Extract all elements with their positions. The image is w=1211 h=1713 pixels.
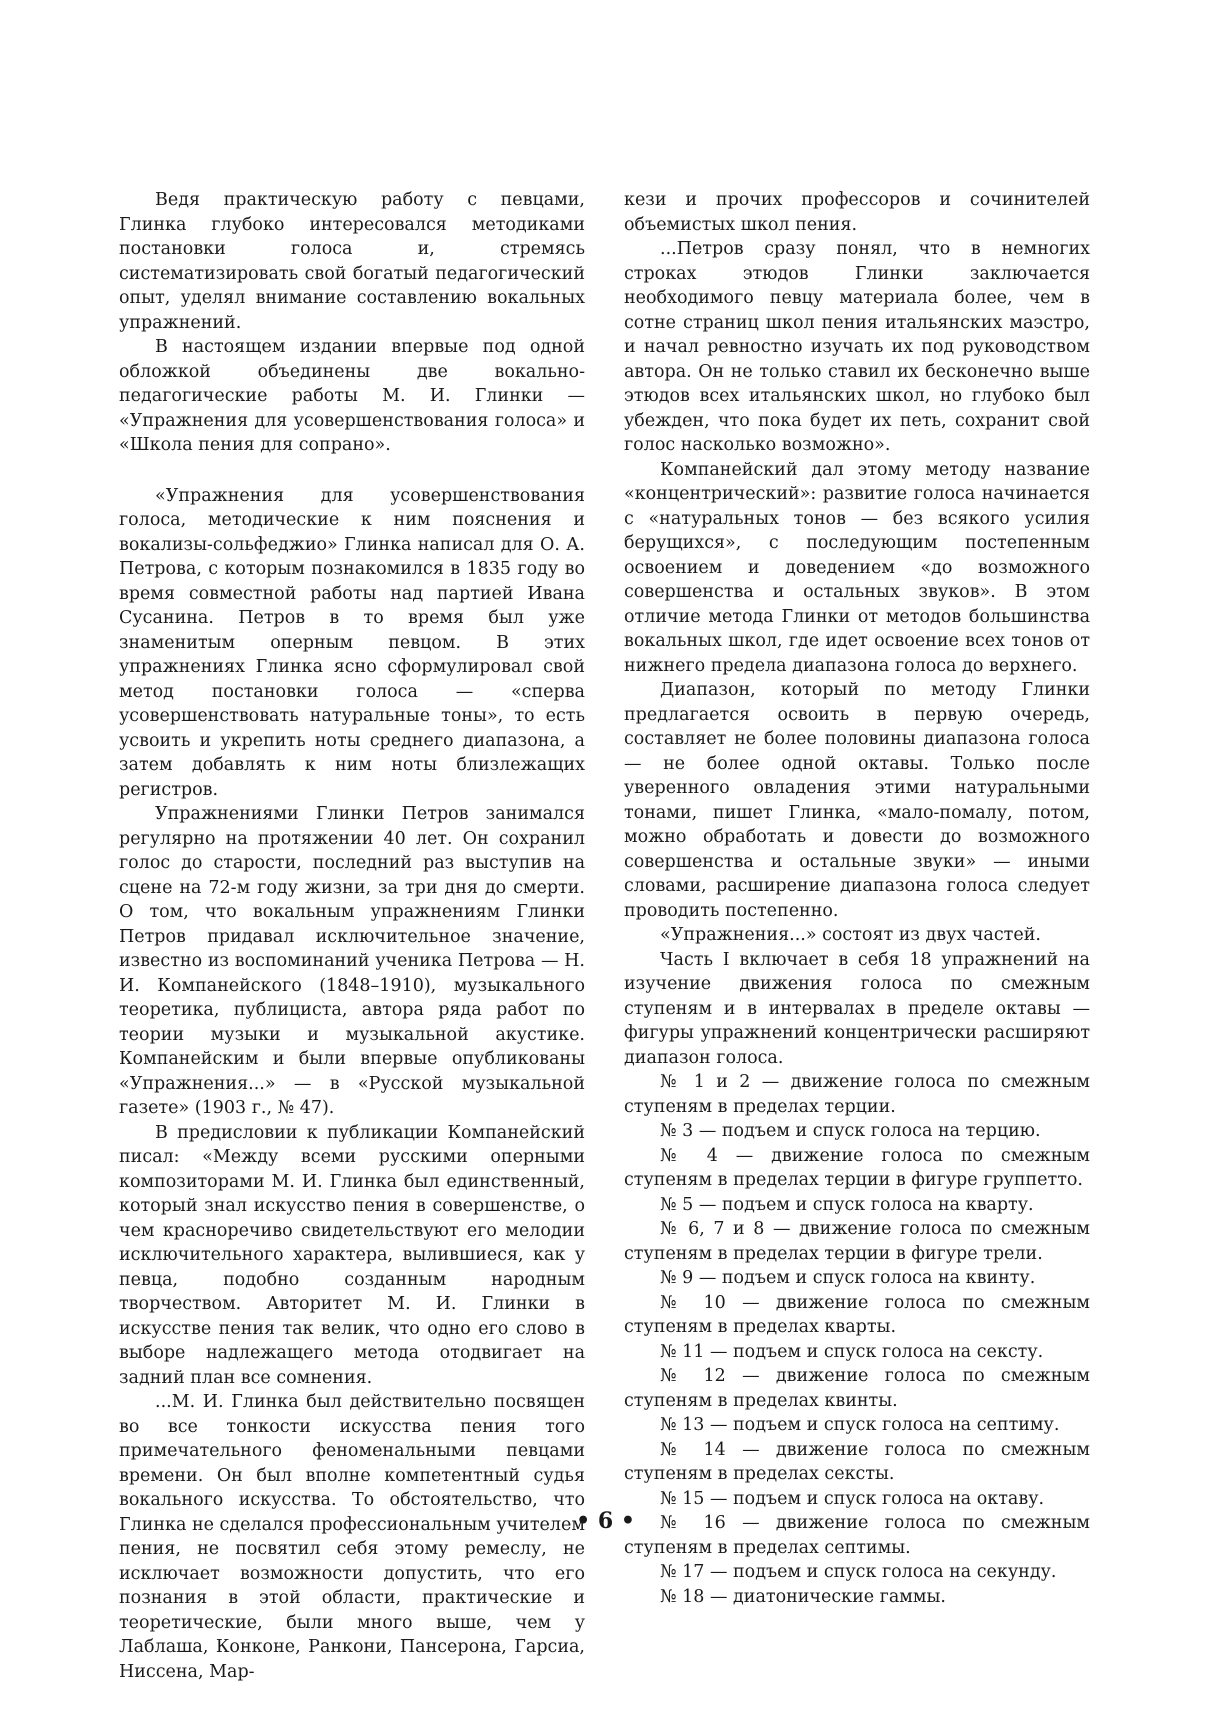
paragraph: ...М. И. Глинка был действительно посвящен во все тонкости искусства пения того примечательного феноменальными певцами времени. Он был вполне компетентный судья вокального искусства. То обстоятельство, что Глинка не сделался профессиональным учителем пения, не посвятил себя этому ремеслу, не исключает возможности допустить, что его познания в этой области, практические и теоретические, были много выше, чем у Лаблаша, Конконе, Ранкони, Пансерона, Гарсиа, Ниссена, Мар- xyxy=(119,1392,585,1682)
paragraph: Часть I включает в себя 18 упражнений на изучение движения голоса по смежным ступеням и в интервалах в пределе октавы — фигуры упражнений концентрически расширяют диапазон голоса. xyxy=(624,949,1090,1068)
paragraph: Компанейский дал этому методу название «концентрический»: развитие голоса начинается с «натуральных тонов — без всякого усилия берущихся», с последующим постепенным освоением и доведением «до возможного совершенства и остальных звуков». В этом отличие метода Глинки от методов большинства вокальных школ, где идет освоение всех тонов от нижнего предела диапазона голоса до верхнего. xyxy=(624,459,1090,676)
exercise-item: № 18 — диатонические гаммы. xyxy=(660,1586,946,1607)
exercise-item: № 6, 7 и 8 — движение голоса по смежным ступеням в пределах терции в фигуре трели. xyxy=(624,1219,1090,1264)
exercise-item: № 5 — подъем и спуск голоса на кварту. xyxy=(660,1194,1034,1215)
paragraph: В настоящем издании впервые под одной обложкой объединены две вокально-педагогические работы М. И. Глинки — «Упражнения для усовершенствования голоса» и «Школа пения для сопрано». xyxy=(119,337,585,455)
exercise-item: № 3 — подъем и спуск голоса на терцию. xyxy=(660,1121,1041,1141)
exercise-item: № 10 — движение голоса по смежным ступеням в пределах кварты. xyxy=(624,1292,1090,1337)
exercise-item: № 4 — движение голоса по смежным ступеням в пределах терции в фигуре группетто. xyxy=(624,1145,1090,1190)
exercise-item: № 12 — движение голоса по смежным ступеням в пределах квинты. xyxy=(624,1366,1090,1411)
paragraph: ...Петров сразу понял, что в немногих строках этюдов Глинки заключается необходимого певцу материала более, чем в сотне страниц школ пения итальянских маэстро, и начал ревностно изучать их под руководством автора. Он не только ставил их бесконечно выше этюдов всех итальянских школ, но глубоко был убежден, что пока будет их петь, сохранит свой голос насколько возможно». xyxy=(624,239,1090,455)
exercise-item: № 13 — подъем и спуск голоса на септиму. xyxy=(660,1415,1060,1435)
paragraph-continued: кези и прочих профессоров и сочинителей объемистых школ пения. xyxy=(624,190,1090,235)
exercise-item: № 1 и 2 — движение голоса по смежным ступеням в пределах терции. xyxy=(624,1072,1090,1117)
left-column xyxy=(119,188,585,1684)
paragraph: В предисловии к публикации Компанейский писал: «Между всеми русскими оперными композиторами М. И. Глинка был единственный, который знал искусство пения в совершенстве, о чем красноречиво свидетельствуют его мелодии исключительного характера, вылившиеся, как у певца, подобно созданным народным творчеством. Авторитет М. И. Глинки в искусстве пения так велик, что одно его слово в выборе надлежащего метода отодвигает на задний план все сомнения. xyxy=(119,1122,585,1388)
paragraph: Упражнениями Глинки Петров занимался регулярно на протяжении 40 лет. Он сохранил голос до старости, последний раз выступив на сцене на 72-м году жизни, за три дня до смерти. О том, что вокальным упражнениям Глинки Петров придавал исключительное значение, известно из воспоминаний ученика Петрова — Н. И. Компанейского (1848–1910), музыкального теоретика, публициста, автора ряда работ по теории музыки и музыкальной акустике. Компанейским и были впервые опубликованы «Упражнения...» — в «Русской музыкальной газете» (1903 г., № 47). xyxy=(119,804,585,1118)
paragraph: «Упражнения...» состоят из двух частей. xyxy=(660,925,1041,945)
paragraph: Диапазон, который по методу Глинки предлагается освоить в первую очередь, составляет не более половины диапазона голоса — не более одной октавы. Только после уверенного овладения этими натуральными тонами, пишет Глинка, «мало-помалу, потом, можно обработать и довести до возможного совершенства и остальные звуки» — иными словами, расширение диапазона голоса следует проводить постепенно. xyxy=(624,680,1090,921)
paragraph: Ведя практическую работу с певцами, Глинка глубоко интересовался методиками постановки голоса и, стремясь систематизировать свой богатый педагогический опыт, уделял внимание составлению вокальных упражнений. xyxy=(119,190,585,333)
paragraph: «Упражнения для усовершенствования голоса, методические к ним пояснения и вокализы-сольфеджио» Глинка написал для О. А. Петрова, с которым познакомился в 1835 году во время совместной работы над партией Ивана Сусанина. Петров в то время был уже знаменитым оперным певцом. В этих упражнениях Глинка ясно сформулировал свой метод постановки голоса — «сперва усовершенствовать натуральные тоны», то есть усвоить и укрепить ноты среднего диапазона, а затем добавлять к ним ноты близлежащих регистров. xyxy=(119,485,585,800)
exercise-item: № 9 — подъем и спуск голоса на квинту. xyxy=(660,1268,1036,1288)
page-number: • 6 • xyxy=(576,1508,635,1534)
exercise-item: № 16 — движение голоса по смежным ступеням в пределах септимы. xyxy=(624,1513,1090,1558)
exercise-item: № 17 — подъем и спуск голоса на секунду. xyxy=(660,1562,1057,1582)
right-column xyxy=(624,188,1090,1609)
exercise-item: № 11 — подъем и спуск голоса на сексту. xyxy=(660,1341,1044,1362)
exercise-item: № 15 — подъем и спуск голоса на октаву. xyxy=(660,1488,1045,1509)
exercise-item: № 14 — движение голоса по смежным ступеням в пределах сексты. xyxy=(624,1439,1090,1484)
